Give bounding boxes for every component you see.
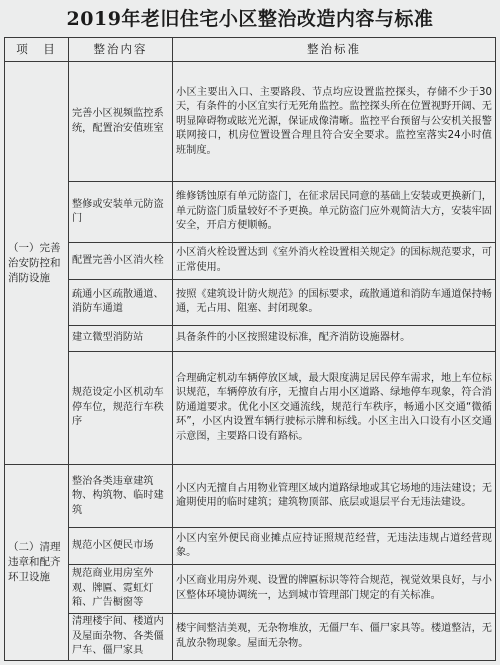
item-cell: 整治各类违章建筑物、构筑物、临时建筑: [69, 465, 173, 528]
category-cell-security: （一）完善治安防控和消防设施: [5, 62, 69, 465]
header-standard: 整治标准: [173, 38, 496, 62]
item-cell: 规范商业用房室外观、牌匾、霓虹灯箱、广告橱窗等: [69, 564, 173, 613]
header-category: 项 目: [5, 38, 69, 62]
table-row: [5, 465, 496, 528]
header-item: 整治内容: [69, 38, 173, 62]
item-cell: 整修或安装单元防盗门: [69, 182, 173, 243]
item-cell: 建立微型消防站: [69, 326, 173, 351]
item-cell: 规范设定小区机动车停车位，规范行车秩序: [69, 351, 173, 465]
standard-cell: 楼宇间整洁美观，无杂物堆放，无僵尸车、僵尸家具等。楼道整洁，无乱放杂物现象。屋面无杂物。: [173, 613, 496, 660]
standard-cell: 合理确定机动车辆停放区域，最大限度满足居民停车需求，地上车位标识规范，车辆停放有序，无擅自占用小区道路、绿地停车现象，符合消防通道要求。优化小区交通流线，规范行车秩序，畅通小区交通“微循环”，小区内设置车辆行驶标示牌和标线。小区主出入口设有小区交通示意图，主要路口设有路标。: [173, 351, 496, 465]
table-row: [5, 564, 496, 613]
category-cell-cleanup: （二）清理违章和配齐环卫设施: [5, 465, 69, 661]
table-row: [5, 182, 496, 243]
table-row: [5, 243, 496, 280]
standard-cell: 小区主要出入口、主要路段、节点均应设置监控探头，存储不少于30天，有条件的小区宜实行无死角监控。监控探头所在位置视野开阔、无明显障碍物或眩光光源，保证成像清晰。监控平台预留与公安机关报警联网接口，机房位置设置合理且符合安全要求。监控室落实24小时值班制度。: [173, 62, 496, 182]
item-cell: 完善小区视频监控系统，配置治安值班室: [69, 62, 173, 182]
item-cell: 规范小区便民市场: [69, 528, 173, 565]
standard-cell: 小区内室外便民商业摊点应持证照规范经营，无违法违规占道经营现象。: [173, 528, 496, 565]
renovation-standards-table: [4, 37, 496, 661]
table-row: [5, 613, 496, 660]
table-header-row: [5, 38, 496, 62]
item-cell: 配置完善小区消火栓: [69, 243, 173, 280]
table-row: [5, 528, 496, 565]
document-title: 2019年老旧住宅小区整治改造内容与标准: [66, 8, 434, 30]
standard-cell: 维修锈蚀原有单元防盗门，在征求居民同意的基础上安装或更换新门，单元防盗门质量较好不予更换。单元防盗门应外观简洁大方，安装牢固安全，开启方便顺畅。: [173, 182, 496, 243]
table-row: [5, 351, 496, 465]
table-row: [5, 279, 496, 326]
table-row: [5, 326, 496, 351]
standard-cell: 按照《建筑设计防火规范》的国标要求，疏散通道和消防车通道保持畅通，无占用、阻塞、封闭现象。: [173, 279, 496, 326]
standard-cell: 具备条件的小区按照建设标准，配齐消防设施器材。: [173, 326, 496, 351]
item-cell: 疏通小区疏散通道、消防车通道: [69, 279, 173, 326]
standard-cell: 小区消火栓设置达到《室外消火栓设置相关规定》的国标规范要求，可正常使用。: [173, 243, 496, 280]
standard-cell: 小区商业用房外观、设置的牌匾标识等符合规范，视觉效果良好，与小区整体环境协调统一，达到城市管理部门规定的有关标准。: [173, 564, 496, 613]
standard-cell: 小区内无擅自占用物业管理区域内道路绿地或其它场地的违法建设；无逾期使用的临时建筑；建筑物顶部、底层或退层平台无违法建设。: [173, 465, 496, 528]
table-row: [5, 62, 496, 182]
item-cell: 清理楼宇间、楼道内及屋面杂物、各类僵尸车、僵尸家具: [69, 613, 173, 660]
